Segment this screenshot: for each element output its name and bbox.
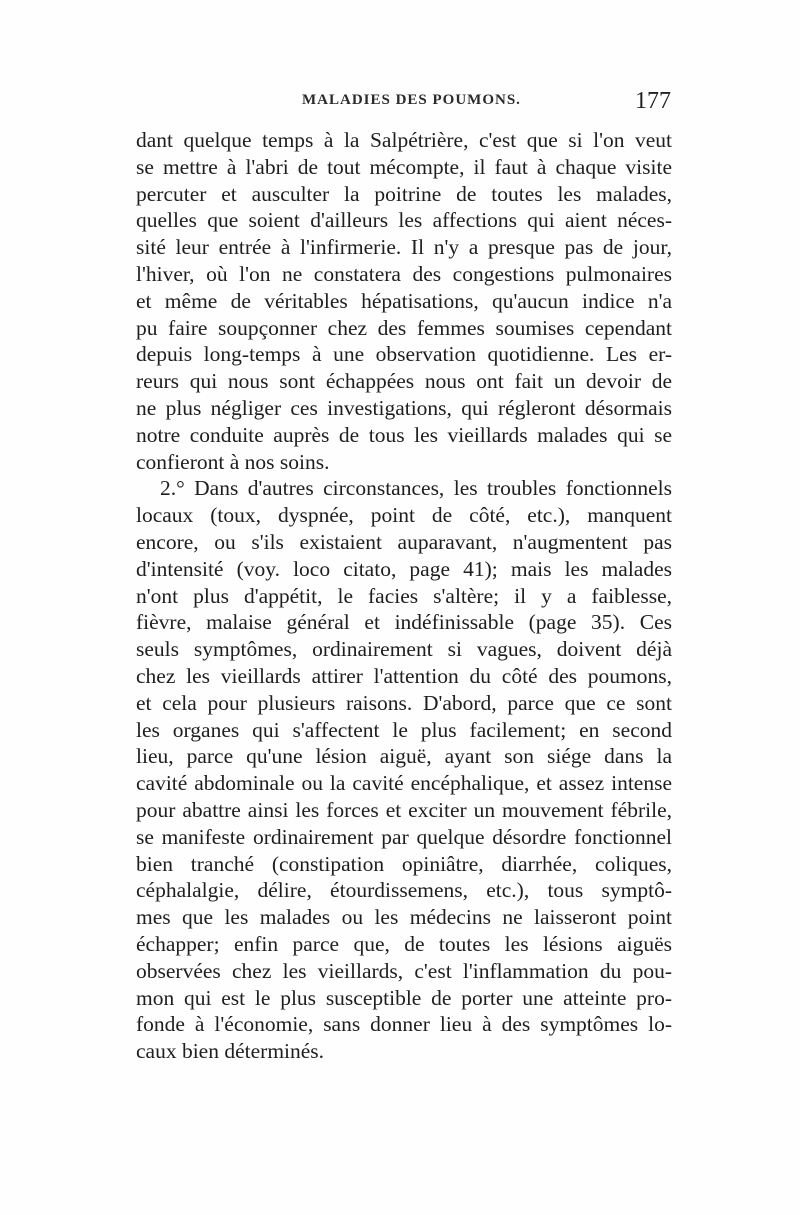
text-line: les organes qui s'affectent le plus facilement; en second — [136, 717, 672, 742]
paragraph-start-line: 2.° Dans d'autres circonstances, les troubles fonctionnels — [160, 476, 672, 501]
text-line: d'intensité (voy. loco citato, page 41); mais les malades — [136, 556, 672, 581]
running-title: MALADIES DES POUMONS. — [302, 92, 521, 108]
text-line: depuis long-temps à une observation quotidienne. Les er- — [136, 342, 672, 367]
text-line: observées chez les vieillards, c'est l'inflammation du pou- — [136, 958, 672, 983]
text-line: l'hiver, où l'on ne constatera des congestions pulmonaires — [136, 261, 672, 286]
page-header — [136, 88, 671, 120]
text-line: percuter et ausculter la poitrine de toutes les malades, — [136, 181, 672, 206]
text-line: pour abattre ainsi les forces et exciter un mouvement fébrile, — [136, 797, 672, 822]
text-line: céphalalgie, délire, étourdissemens, etc.), tous symptô- — [136, 878, 672, 903]
page-number: 177 — [635, 88, 671, 114]
text-line: pu faire soupçonner chez des femmes soumises cependant — [136, 315, 672, 340]
text-line: chez les vieillards attirer l'attention du côté des poumons, — [136, 663, 672, 688]
text-line: échapper; enfin parce que, de toutes les lésions aiguës — [136, 931, 672, 956]
text-line: se manifeste ordinairement par quelque désordre fonctionnel — [136, 824, 672, 849]
text-line: fièvre, malaise général et indéfinissable (page 35). Ces — [136, 610, 672, 635]
text-line: se mettre à l'abri de tout mécompte, il faut à chaque visite — [136, 154, 672, 179]
text-line: reurs qui nous sont échappées nous ont fait un devoir de — [136, 369, 672, 394]
text-line: dant quelque temps à la Salpétrière, c'est que si l'on veut — [136, 128, 672, 152]
text-line: quelles que soient d'ailleurs les affections qui aient néces- — [136, 208, 672, 233]
text-line: et même de véritables hépatisations, qu'aucun indice n'a — [136, 288, 672, 313]
text-line: lieu, parce qu'une lésion aiguë, ayant son siége dans la — [136, 744, 672, 769]
body-text — [136, 127, 672, 1065]
text-line: n'ont plus d'appétit, le facies s'altère; il y a faiblesse, — [136, 583, 672, 608]
paragraph-end-line: confieront à nos soins. — [136, 449, 330, 474]
text-line: seuls symptômes, ordinairement si vagues, doivent déjà — [136, 637, 672, 662]
text-line: ne plus négliger ces investigations, qui régleront désormais — [136, 395, 672, 420]
text-line: encore, ou s'ils existaient auparavant, n'augmentent pas — [136, 529, 672, 554]
text-line: cavité abdominale ou la cavité encéphalique, et assez intense — [136, 771, 672, 796]
paragraph-end-line: caux bien déterminés. — [136, 1039, 325, 1064]
text-line: et cela pour plusieurs raisons. D'abord, parce que ce sont — [136, 690, 672, 715]
text-line: sité leur entrée à l'infirmerie. Il n'y a presque pas de jour, — [136, 235, 672, 260]
text-line: fonde à l'économie, sans donner lieu à des symptômes lo- — [136, 1012, 672, 1037]
text-line: mon qui est le plus susceptible de porter une atteinte pro- — [136, 985, 672, 1010]
text-line: bien tranché (constipation opiniâtre, diarrhée, coliques, — [136, 851, 672, 876]
text-line: mes que les malades ou les médecins ne laisseront point — [136, 905, 672, 930]
text-line: notre conduite auprès de tous les vieillards malades qui se — [136, 422, 672, 447]
text-line: locaux (toux, dyspnée, point de côté, etc.), manquent — [136, 503, 672, 528]
